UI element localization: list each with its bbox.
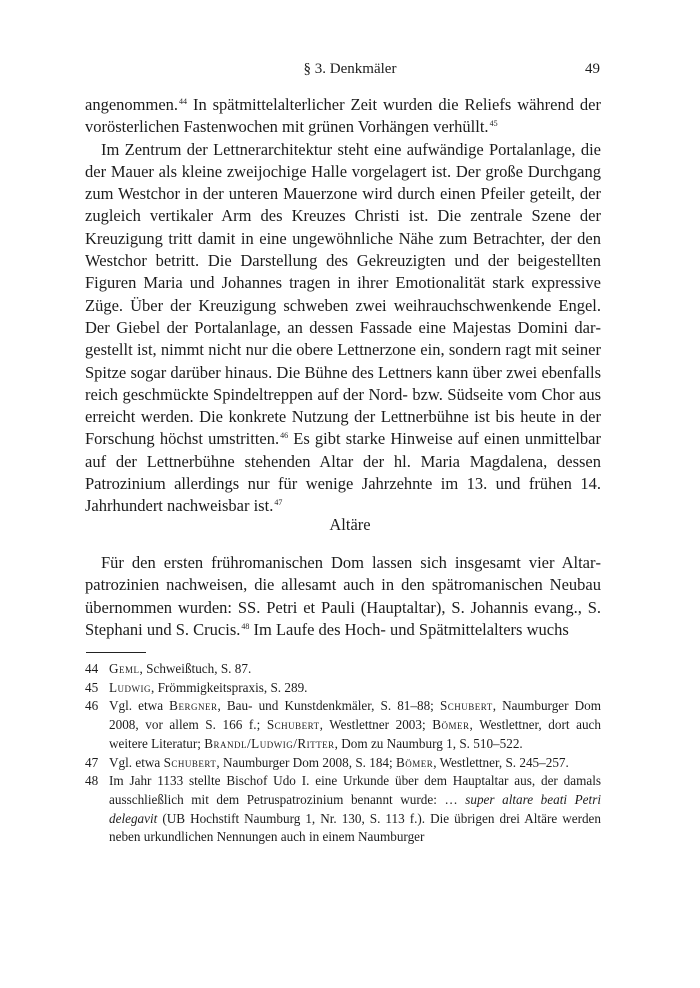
footnote-marker: 46 xyxy=(280,431,289,441)
footnotes xyxy=(85,660,601,847)
text-run: , Bau- und Kunstdenkmäler, S. 81–88; xyxy=(217,698,440,714)
text-run: Im Jahr 1133 stellte Bischof Udo I. eine Urkunde über dem Hauptaltar aus, der damals ausschließlich mit dem Petruspatrozinium benannt wurde: … xyxy=(109,773,601,807)
text-run: Es gibt starke Hinweise auf einen unmittelbar auf der Lettnerbühne stehenden Altar der hl. Maria Magdalena, dessen Patrozinium allerdings nur für wenige Jahrzehnte im 13. und frühen 14. Jahrhundert nachweisbar ist. xyxy=(85,429,601,516)
text-run: angenommen. xyxy=(85,95,179,114)
footnote-separator xyxy=(86,652,146,653)
italic-quote: super altare beati Petri delegavit xyxy=(109,791,601,826)
footnote xyxy=(85,679,601,698)
footnote-marker: 47 xyxy=(274,498,283,508)
footnote-number: 48 xyxy=(85,773,99,789)
footnote-number: 45 xyxy=(85,679,99,695)
text-run: , Westlettner, S. 245–257. xyxy=(433,754,569,770)
text-run: , Frömmigkeitspraxis, S. 289. xyxy=(151,679,308,695)
footnote-text xyxy=(109,754,601,773)
paragraph xyxy=(85,94,601,139)
text-run: , Schweißtuch, S. 87. xyxy=(139,661,252,676)
footnote-number: 46 xyxy=(85,698,99,714)
text-run: In spätmittelalterlicher Zeit wurden die Reliefs während der vorösterlichen Fastenwochen mit grünen Vorhängen verhüllt. xyxy=(85,95,601,137)
running-title: § 3. Denkmäler xyxy=(303,61,397,77)
footnote-text xyxy=(109,697,601,753)
text-run: Im Zentrum der Lettnerarchitektur steht eine aufwändige Portalanlage, die der Mauer als kleine zweijochige Halle vorgelagert ist. Der große Durchgang zum Westchor in der unteren Mauerzone wird durch einen Pfeiler geteilt, der zugleich vertikaler Arm des Kreuzes Christi ist. Die zentrale Szene der Kreuzigung tritt damit in eine ungewöhnliche Nähe zum Betrachter, der den Westchor betritt. Die Darstellung des Gekreuzigten und der beigestellten Figuren Maria und Johannes tragen in ihrer Emotionalität stark expressive Züge. Über der Kreuzigung schweben zwei weihrauchschwenkende Engel. Der Giebel der Portalanlage, an dessen Fassade eine Majestas Domini dargestellt ist, nimmt nicht nur die obere Lettnerzone ein, sondern ragt mit seiner Spitze sogar darüber hinaus. Die Bühne des Lettners kann über zwei ebenfalls reich geschmückte Spindeltreppen auf der Nord- bzw. Südseite vom Chor aus erreicht werden. Die konkrete Nutzung der Lettnerbühne ist bis heute in der Forschung höchst umstritten. xyxy=(85,139,601,449)
author-name: Bömer xyxy=(395,754,434,770)
section-text xyxy=(85,552,601,641)
text-run: , Naumburger Dom 2008, vor allem S. 166 f.; xyxy=(109,698,601,733)
footnote-text xyxy=(109,772,601,847)
author-name: Schubert xyxy=(439,698,493,714)
text-run: Für den ersten frühromanischen Dom lassen sich insgesamt vier Altarpatrozinien nachweisen, die allesamt auch in den spätromanischen Neubau übernommen wurden: SS. Petri et Pauli (Hauptaltar), S. Johannis evang., S. Stephani und S. Crucis. xyxy=(85,553,601,639)
footnote-number: 47 xyxy=(85,754,99,770)
footnote xyxy=(85,754,601,773)
author-name: Brandl/Ludwig/Ritter xyxy=(204,735,335,751)
footnote-number: 44 xyxy=(85,661,99,676)
author-name: Ludwig xyxy=(109,679,152,695)
paragraph xyxy=(85,139,601,518)
body-text xyxy=(85,94,601,518)
text-run: , Westlettner 2003; xyxy=(319,717,433,733)
footnote-text xyxy=(109,679,601,698)
footnote-marker: 48 xyxy=(241,621,250,631)
page-number: 49 xyxy=(585,61,600,77)
author-name: Geml xyxy=(109,661,140,676)
text-run: Vgl. etwa xyxy=(109,754,164,770)
footnote-marker: 45 xyxy=(489,119,498,129)
author-name: Bömer xyxy=(432,717,470,733)
footnote-marker: 44 xyxy=(179,97,188,106)
paragraph xyxy=(85,552,601,641)
footnote xyxy=(85,660,601,679)
author-name: Bergner xyxy=(169,698,218,714)
footnote-text xyxy=(109,660,601,679)
author-name: Schubert xyxy=(163,754,217,770)
author-name: Schubert xyxy=(266,717,320,733)
text-run: , Dom zu Naumburg 1, S. 510–522. xyxy=(334,735,523,751)
text-run: , Naumburger Dom 2008, S. 184; xyxy=(216,754,396,770)
section-heading: Altäre xyxy=(329,515,371,534)
text-run: Vgl. etwa xyxy=(109,698,170,714)
text-run: Im Laufe des Hoch- und Spätmittelalters wuchs xyxy=(249,619,569,639)
text-run: , Westlettner, dort auch weitere Literatur; xyxy=(109,717,601,751)
footnote xyxy=(85,772,601,847)
text-run: (UB Hochstift Naumburg 1, Nr. 130, S. 113 f.). Die übrigen drei Altäre werden neben urkundlichen Nennungen auch in einem Naumburger xyxy=(109,810,601,845)
footnote xyxy=(85,697,601,753)
